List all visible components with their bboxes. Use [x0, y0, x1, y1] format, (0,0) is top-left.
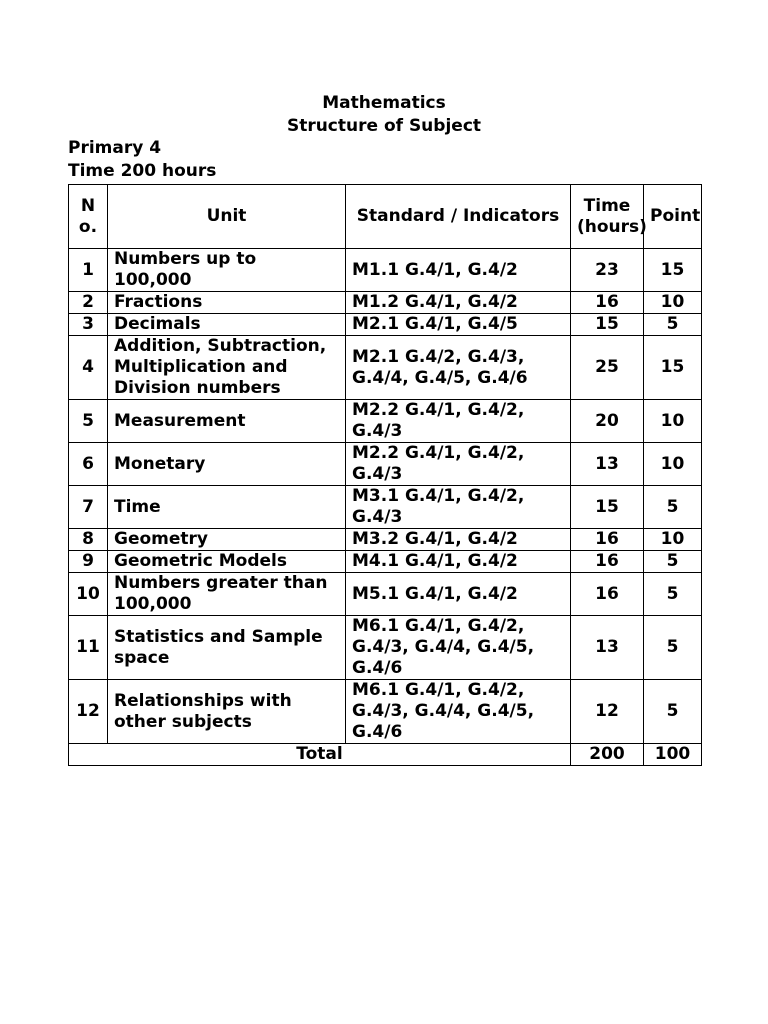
row-number: 9 [69, 551, 108, 573]
document-title: Mathematics [322, 93, 446, 113]
table-row [69, 486, 702, 529]
table-row [69, 336, 702, 400]
row-point: 15 [644, 249, 702, 292]
table-row [69, 616, 702, 680]
row-unit: Decimals [108, 314, 346, 336]
table-header-row [69, 185, 702, 249]
row-number: 11 [69, 616, 108, 680]
row-point: 10 [644, 443, 702, 486]
total-time-label: Time 200 hours [68, 161, 217, 181]
row-point: 5 [644, 486, 702, 529]
header-time: Time (hours) [571, 185, 644, 249]
grade-label: Primary 4 [68, 138, 162, 158]
table-row [69, 249, 702, 292]
table-row [69, 573, 702, 616]
row-number: 8 [69, 529, 108, 551]
row-unit: Addition, Subtraction, Multiplication and Division numbers [108, 336, 346, 400]
header-no: N o. [69, 185, 108, 249]
row-time: 16 [571, 551, 644, 573]
table-row [69, 400, 702, 443]
table-row [69, 292, 702, 314]
row-standard: M2.2 G.4/1, G.4/2, G.4/3 [346, 400, 571, 443]
row-unit: Monetary [108, 443, 346, 486]
row-point: 10 [644, 292, 702, 314]
total-point: 100 [644, 744, 702, 766]
document-subtitle: Structure of Subject [286, 116, 482, 136]
row-standard: M3.1 G.4/1, G.4/2, G.4/3 [346, 486, 571, 529]
row-standard: M1.2 G.4/1, G.4/2 [346, 292, 571, 314]
row-unit: Numbers up to 100,000 [108, 249, 346, 292]
row-point: 5 [644, 573, 702, 616]
row-standard: M1.1 G.4/1, G.4/2 [346, 249, 571, 292]
row-number: 3 [69, 314, 108, 336]
table-body [69, 249, 702, 744]
table-row [69, 314, 702, 336]
row-time: 13 [571, 616, 644, 680]
table-row [69, 680, 702, 744]
row-time: 15 [571, 486, 644, 529]
row-point: 5 [644, 551, 702, 573]
row-standard: M2.2 G.4/1, G.4/2, G.4/3 [346, 443, 571, 486]
row-point: 5 [644, 680, 702, 744]
total-time: 200 [571, 744, 644, 766]
total-row [69, 744, 702, 766]
row-point: 15 [644, 336, 702, 400]
row-standard: M2.1 G.4/1, G.4/5 [346, 314, 571, 336]
row-number: 1 [69, 249, 108, 292]
row-number: 2 [69, 292, 108, 314]
row-point: 5 [644, 314, 702, 336]
row-standard: M6.1 G.4/1, G.4/2, G.4/3, G.4/4, G.4/5, G.4/6 [346, 616, 571, 680]
row-number: 4 [69, 336, 108, 400]
table-row [69, 529, 702, 551]
row-standard: M5.1 G.4/1, G.4/2 [346, 573, 571, 616]
row-unit: Measurement [108, 400, 346, 443]
row-time: 16 [571, 529, 644, 551]
row-number: 7 [69, 486, 108, 529]
row-unit: Relationships with other subjects [108, 680, 346, 744]
row-point: 10 [644, 529, 702, 551]
row-number: 12 [69, 680, 108, 744]
row-time: 16 [571, 292, 644, 314]
row-time: 15 [571, 314, 644, 336]
header-standard: Standard / Indicators [346, 185, 571, 249]
row-number: 5 [69, 400, 108, 443]
row-time: 23 [571, 249, 644, 292]
subject-structure-table [68, 184, 702, 766]
row-point: 5 [644, 616, 702, 680]
row-unit: Geometric Models [108, 551, 346, 573]
row-unit: Geometry [108, 529, 346, 551]
row-time: 12 [571, 680, 644, 744]
row-time: 25 [571, 336, 644, 400]
row-number: 10 [69, 573, 108, 616]
total-label: Total [69, 744, 571, 766]
header-point: Point [644, 185, 702, 249]
row-time: 20 [571, 400, 644, 443]
row-point: 10 [644, 400, 702, 443]
row-unit: Fractions [108, 292, 346, 314]
row-unit: Time [108, 486, 346, 529]
table-row [69, 443, 702, 486]
row-standard: M6.1 G.4/1, G.4/2, G.4/3, G.4/4, G.4/5, G.4/6 [346, 680, 571, 744]
header-unit: Unit [108, 185, 346, 249]
row-unit: Numbers greater than 100,000 [108, 573, 346, 616]
row-number: 6 [69, 443, 108, 486]
row-standard: M4.1 G.4/1, G.4/2 [346, 551, 571, 573]
table-row [69, 551, 702, 573]
row-standard: M2.1 G.4/2, G.4/3, G.4/4, G.4/5, G.4/6 [346, 336, 571, 400]
row-standard: M3.2 G.4/1, G.4/2 [346, 529, 571, 551]
row-time: 13 [571, 443, 644, 486]
row-unit: Statistics and Sample space [108, 616, 346, 680]
row-time: 16 [571, 573, 644, 616]
